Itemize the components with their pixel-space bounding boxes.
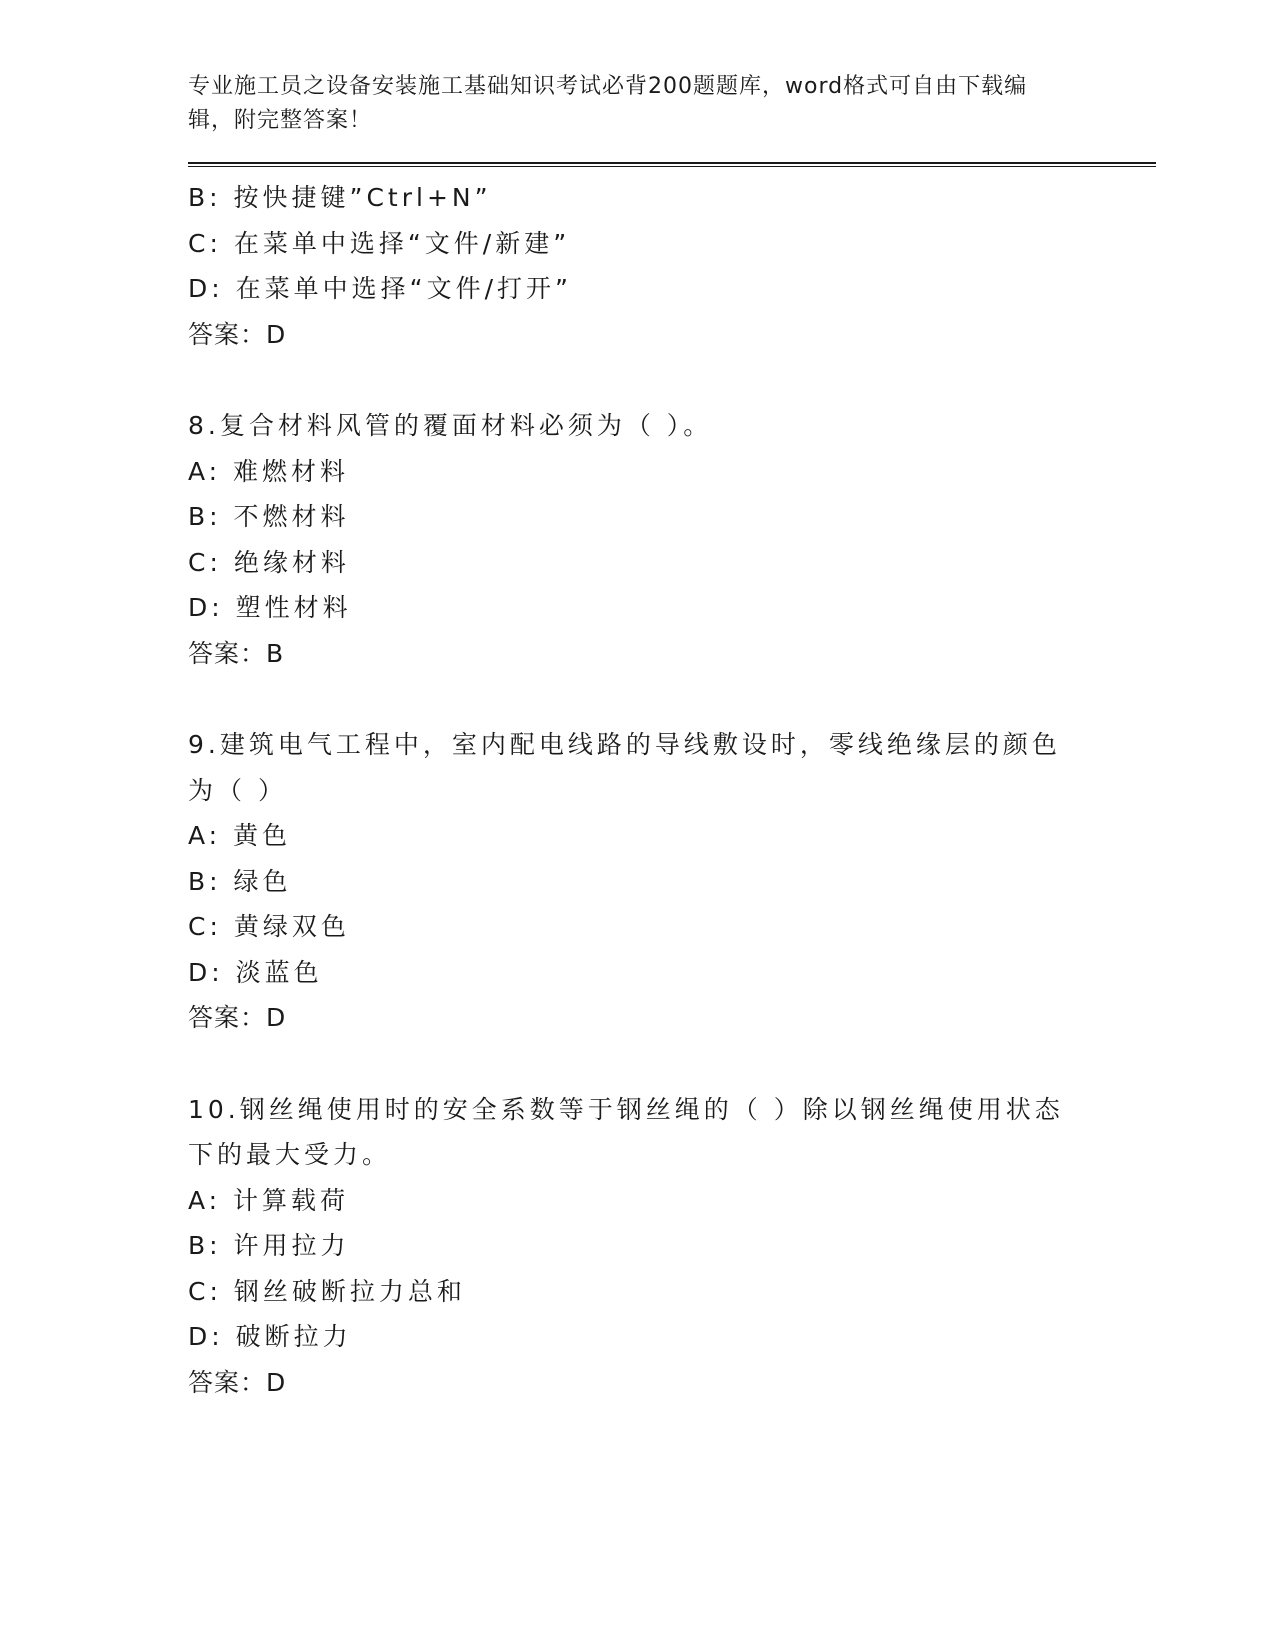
option-c: C: 在菜单中选择“文件/新建” bbox=[188, 228, 571, 258]
question-block-partial bbox=[188, 175, 1148, 357]
question-text: 8.复合材料风管的覆面材料必须为（ ）。 bbox=[188, 411, 713, 440]
option-c: C: 钢丝破断拉力总和 bbox=[188, 1276, 466, 1306]
option-d: D: 破断拉力 bbox=[188, 1322, 352, 1351]
option-c: C: 黄绿双色 bbox=[188, 912, 350, 941]
option-d: D: 在菜单中选择“文件/打开” bbox=[188, 274, 572, 303]
header-divider bbox=[188, 162, 1156, 167]
option-b: B: 绿色 bbox=[188, 866, 292, 896]
option-b: B: 许用拉力 bbox=[188, 1231, 350, 1260]
question-text: 10.钢丝绳使用时的安全系数等于钢丝绳的（ ）除以钢丝绳使用状态下的最大受力。 bbox=[188, 1094, 1064, 1169]
document-body bbox=[188, 175, 1148, 1405]
option-b: B: 按快捷键”Ctrl+N” bbox=[188, 183, 492, 212]
question-block-8 bbox=[188, 403, 1148, 676]
document-header: 专业施工员之设备安装施工基础知识考试必背200题题库，word格式可自由下载编辑，附完整答案！ bbox=[188, 74, 1028, 133]
option-c: C: 绝缘材料 bbox=[188, 547, 350, 577]
question-block-10 bbox=[188, 1087, 1148, 1406]
answer-line: 答案：D bbox=[188, 319, 287, 349]
answer-line: 答案：D bbox=[188, 1367, 287, 1397]
question-text: 9.建筑电气工程中，室内配电线路的导线敷设时，零线绝缘层的颜色为（ ） bbox=[188, 730, 1061, 805]
question-block-9 bbox=[188, 722, 1148, 1041]
option-b: B: 不燃材料 bbox=[188, 502, 350, 531]
answer-line: 答案：D bbox=[188, 1003, 287, 1032]
answer-line: 答案：B bbox=[188, 638, 285, 668]
option-a: A: 黄色 bbox=[188, 821, 292, 850]
option-a: A: 难燃材料 bbox=[188, 456, 350, 486]
option-d: D: 塑性材料 bbox=[188, 593, 352, 622]
option-a: A: 计算载荷 bbox=[188, 1185, 350, 1215]
document-page bbox=[188, 70, 1148, 1451]
option-d: D: 淡蓝色 bbox=[188, 957, 323, 987]
